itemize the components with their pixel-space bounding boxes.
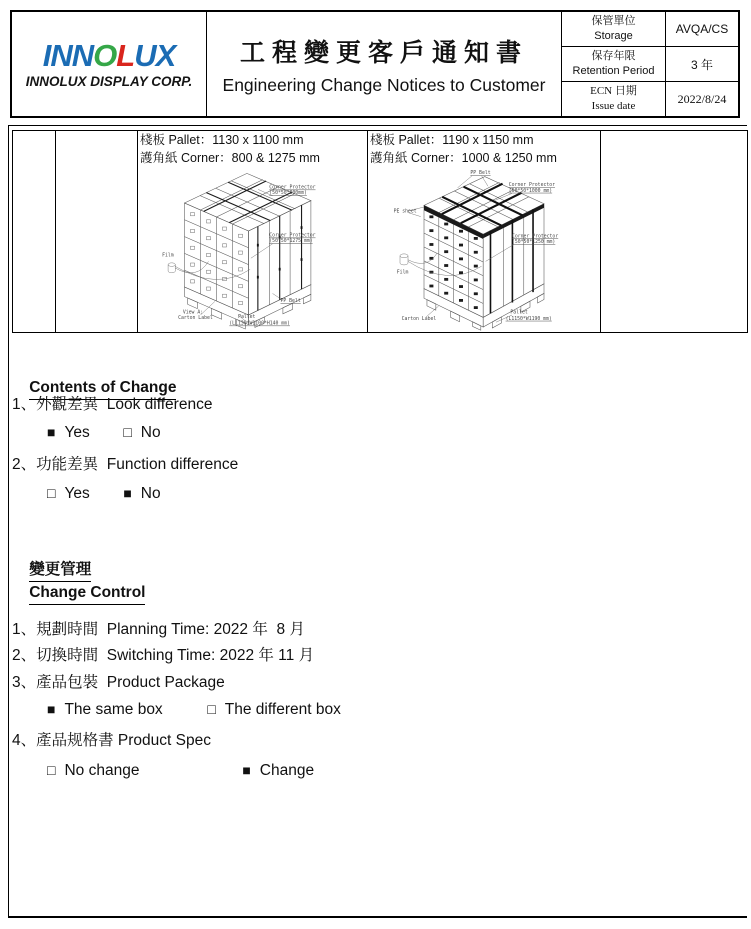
switching-time-item: 2、切換時間 Switching Time: 2022 年 11 月 [12,647,315,664]
checkbox-unchecked: □ [207,701,216,717]
old-pallet-size: 棧板 Pallet：1130 x 1100 mm [140,133,304,147]
pallet-diagram-right [368,167,600,331]
film-roll-icon [400,254,408,258]
retention-value: 3 年 [690,57,713,72]
retention-label-zh: 保存年限 [591,50,636,63]
retention-label-en: Retention Period [572,65,655,77]
checkbox-checked: ■ [47,424,56,440]
look-difference-options [47,424,161,442]
checkbox-unchecked: □ [47,762,56,778]
option-no-change: □ No change [47,762,140,779]
annotation-pallet-dim: (L1130*W1100*H140 mm) [229,321,290,327]
packing-cell-empty-3 [601,131,747,332]
option-no: □ No [123,424,161,441]
logo-letter: NN [50,37,94,73]
company-logo [12,12,207,116]
packing-cell-empty-1 [13,131,56,332]
document-info-table [562,12,738,116]
planning-time-item: 1、規劃時間 Planning Time: 2022 年 8 月 [12,621,305,638]
change-control-heading-en: Change Control [29,584,145,605]
ecn-date-label-zh: ECN 日期 [590,85,637,98]
logo-letter: I [42,37,51,73]
annotation-corner-protector-2: Corner Protector [269,233,316,239]
info-row-ecn-date [562,82,738,116]
option-different-box: □ The different box [207,701,341,718]
checkbox-checked: ■ [123,485,132,501]
annotation-carton-label: Carton Label [401,316,437,322]
product-package-options [47,701,341,719]
annotation-view-a: View A: [182,310,204,316]
annotation-corner-protector-2: Corner Protector [512,234,559,240]
annotation-carton-label: Carton Label [178,316,213,321]
change-control-heading-zh: 變更管理 [29,557,91,582]
logo-letter: UX [134,37,176,73]
logo-letter: L [116,37,135,73]
document-title-zh: 工程變更客戶通知書 [239,39,528,67]
checkbox-unchecked: □ [123,424,132,440]
annotation-corner-protector-1: Corner Protector [508,183,556,189]
option-yes: ■ Yes [47,424,90,441]
pallet-outline [424,177,544,331]
look-difference-item: 1、外觀差異 Look difference [12,396,213,413]
pallet-diagram-left [138,167,367,331]
info-row-retention [562,47,738,82]
packing-table [12,130,748,333]
annotation-pe-sheet: PE sheet [393,209,417,215]
new-pallet-size: 棧板 Pallet：1190 x 1150 mm [370,133,534,147]
pp-belt-straps-side [490,209,533,316]
option-yes: □ Yes [47,485,90,502]
checkbox-checked: ■ [47,701,56,717]
annotation-film: Film [162,253,174,259]
storage-label-zh: 保管單位 [591,15,636,28]
product-spec-options [47,762,314,780]
annotation-corner-protector-2-dim: (50*50*1250 mm) [512,240,556,245]
storage-label-en: Storage [594,30,633,42]
packing-cell-empty-2 [56,131,138,332]
ecn-date-label-en: Issue date [591,100,636,112]
annotation-film: Film [396,270,409,276]
leader-lines [168,189,282,322]
document-title-en: Engineering Change Notices to Customer [222,74,546,95]
product-spec-item: 4、產品规格書 Product Spec [12,732,211,749]
company-name: INNOLUX DISPLAY CORP. [25,73,193,89]
annotation-pp-belt: PP Belt [280,299,301,305]
logo-letter: O [93,37,117,73]
annotation-corner-protector-1: Corner Protector [269,185,316,191]
document-header [10,10,740,118]
innolux-logo [42,37,176,73]
checkbox-unchecked: □ [47,485,56,501]
new-corner-size: 護角紙 Corner：1000 & 1250 mm [370,151,557,165]
info-row-storage [562,12,738,47]
annotation-pallet: Pallet [238,315,256,321]
document-title-block [207,12,562,116]
pp-belt-straps [204,181,302,310]
old-corner-size: 護角紙 Corner：800 & 1275 mm [140,151,320,165]
film-roll-icon [168,263,175,267]
packing-cell-old-spec [138,131,368,332]
annotation-pp-belt: PP Belt [470,171,491,177]
checkbox-checked: ■ [242,762,251,778]
annotation-pallet-dim: (L1150*W1190 mm) [505,316,552,322]
annotation-corner-protector-1-dim: (50*50*1000 mm) [508,188,553,194]
function-difference-options [47,485,161,503]
storage-value: AVQA/CS [675,22,729,36]
packing-cell-new-spec [368,131,601,332]
option-change: ■ Change [242,762,315,779]
option-no: ■ No [123,485,161,502]
function-difference-item: 2、功能差異 Function difference [12,456,239,473]
pallet-outline [182,173,311,329]
product-package-item: 3、產品包裝 Product Package [12,674,225,691]
annotation-pallet: Pallet [510,310,528,316]
annotation-corner-protector-1-dim: (50*50*800mm) [269,191,307,197]
option-same-box: ■ The same box [47,701,163,718]
annotation-corner-protector-2-dim: (50*50*1275 mm) [269,239,313,245]
ecn-date-value: 2022/8/24 [677,91,727,106]
contents-of-change-heading: Contents of Change [29,379,176,400]
